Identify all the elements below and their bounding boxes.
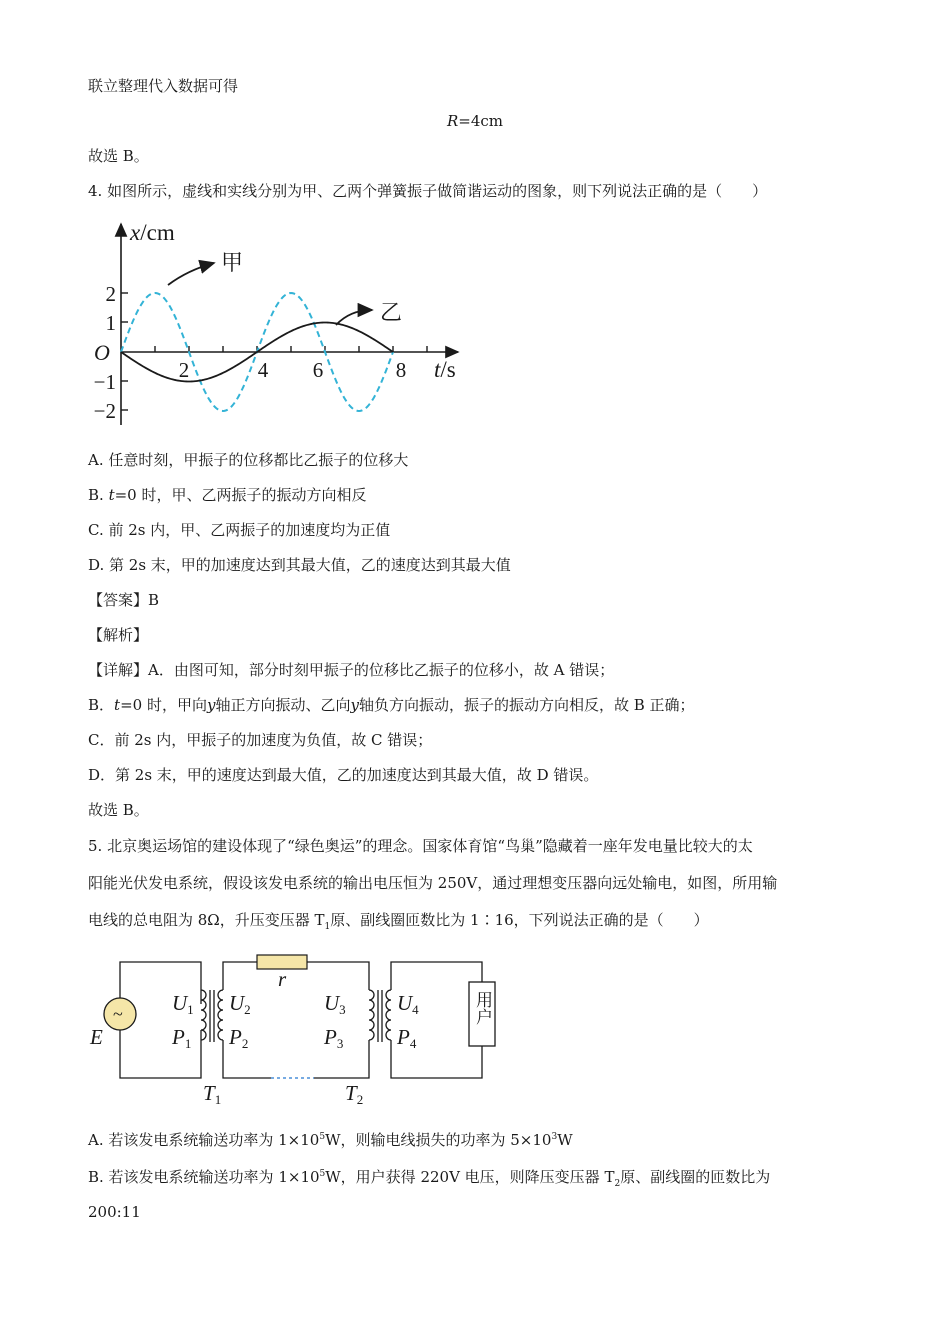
t1-secondary-coil: [218, 990, 223, 1040]
circuit-diagram: [86, 946, 496, 1108]
detail-b-part2: 轴正方向振动、乙向: [215, 696, 351, 714]
u3-sub: 3: [339, 1002, 346, 1017]
q5-b-pre: B. 若该发电系统输送功率为 1×10: [88, 1168, 320, 1186]
label-r: r: [278, 967, 287, 991]
arrow-yi: [336, 310, 372, 325]
x-axis-label: [434, 357, 456, 382]
x-tick-label-6: 6: [312, 358, 324, 382]
t2-primary-coil: [369, 990, 374, 1040]
p4-sub: 4: [409, 1036, 417, 1051]
formula-var: R: [446, 112, 459, 130]
u4-var: U: [397, 991, 413, 1015]
u3-var: U: [324, 991, 340, 1015]
y-tick-label-m1: −1: [93, 370, 116, 394]
q5-stem-line1: 5. 北京奥运场馆的建设体现了“绿色奥运”的理念。国家体育馆“鸟巢”隐藏着一座年发电量比较大的太: [88, 837, 753, 855]
u4-sub: 4: [412, 1002, 419, 1017]
label-t2: [345, 1081, 363, 1107]
formula-r: [0, 111, 950, 131]
choose-b-1: 故选 B。: [88, 147, 149, 165]
x-tick-label-4: 4: [257, 358, 269, 382]
detail-b-var-y2: y: [350, 696, 359, 714]
label-jia: 甲: [221, 251, 244, 276]
source-symbol: ~: [113, 1004, 123, 1024]
label-u1: [172, 991, 194, 1017]
q4-option-b: [88, 485, 366, 505]
p3-var: P: [324, 1025, 337, 1049]
answer-tag: 【答案】: [88, 591, 149, 609]
intro-text: 联立整理代入数据可得: [88, 77, 239, 95]
label-p2: [228, 1025, 248, 1051]
q5-a-exp1: 5: [319, 1132, 326, 1142]
x-tick-label-8: 8: [395, 358, 407, 382]
q5-stem3-sub: 1: [324, 922, 331, 932]
u1-var: U: [172, 991, 188, 1015]
q5-b-exp: 5: [319, 1169, 326, 1179]
detail-b-part3: 轴负方向振动，振子的振动方向相反，故 B 正确；: [358, 696, 695, 714]
q5-option-b-cont: 200:11: [88, 1203, 141, 1221]
u2-sub: 2: [244, 1002, 251, 1017]
detail-a: [88, 660, 614, 680]
detail-b-prefix: B．: [88, 696, 115, 714]
detail-b: [88, 695, 695, 715]
detail-tag: 【详解】: [88, 661, 149, 679]
choose-b-2: 故选 B。: [88, 801, 149, 819]
label-p4: [396, 1025, 417, 1051]
t2-secondary-coil: [386, 990, 391, 1040]
label-p3: [323, 1025, 343, 1051]
q4-option-d: D. 第 2s 末，甲的加速度达到其最大值，乙的速度达到其最大值: [88, 556, 511, 574]
answer-line: [88, 590, 159, 610]
q5-a-post: W: [557, 1131, 573, 1149]
q4-option-c: C. 前 2s 内，甲、乙两振子的加速度均为正值: [88, 521, 391, 539]
x-tick-label-2: 2: [178, 358, 190, 382]
q5-option-a: [88, 1127, 573, 1150]
y-tick-label-m2: −2: [93, 399, 116, 423]
q5-stem3-post: 原、副线圈匝数比为 1∶16，下列说法正确的是（ ）: [330, 911, 709, 929]
p2-sub: 2: [241, 1036, 249, 1051]
q5-option-b: [88, 1164, 770, 1194]
arrow-jia: [168, 263, 214, 285]
label-u4: [397, 991, 419, 1017]
u1-sub: 1: [187, 1002, 194, 1017]
detail-b-var-t: t: [114, 696, 121, 714]
label-p1: [171, 1025, 191, 1051]
q4-option-b-var: t: [108, 486, 115, 504]
origin-label: O: [94, 340, 110, 365]
shm-graph: [88, 210, 478, 438]
p1-sub: 1: [184, 1036, 192, 1051]
p1-var: P: [172, 1025, 185, 1049]
q5-a-mid: W，则输电线损失的功率为 5×10: [325, 1131, 552, 1149]
q5-stem-line2: 阳能光伏发电系统，假设该发电系统的输出电压恒为 250V，通过理想变压器向远处输电，如图，所用输: [88, 874, 778, 892]
detail-a-text: A．由图可知，部分时刻甲振子的位移比乙振子的位移小，故 A 错误；: [148, 661, 615, 679]
p3-sub: 3: [336, 1036, 344, 1051]
q5-b-mid: W，用户获得 220V 电压，则降压变压器 T: [325, 1168, 615, 1186]
detail-c: C．前 2s 内，甲振子的加速度为负值，故 C 错误；: [88, 731, 433, 749]
label-u3: [324, 991, 346, 1017]
answer-value: B: [148, 591, 160, 609]
p4-var: P: [397, 1025, 410, 1049]
label-u2: [229, 991, 251, 1017]
q4-option-b-prefix: B.: [88, 486, 109, 504]
q5-a-exp2: 3: [551, 1132, 558, 1142]
y-tick-label-2: 2: [105, 282, 116, 306]
t1-primary-coil: [201, 990, 206, 1040]
q5-b-sub: 2: [614, 1179, 621, 1189]
t1-var: T: [203, 1081, 215, 1105]
label-t1: [203, 1081, 221, 1107]
p2-var: P: [229, 1025, 242, 1049]
y-tick-label-1: 1: [105, 311, 116, 335]
analysis-tag: 【解析】: [88, 626, 149, 644]
detail-d: D．第 2s 末，甲的速度达到最大值，乙的加速度达到其最大值，故 D 错误。: [88, 766, 599, 784]
detail-b-part1: =0 时，甲向: [120, 696, 207, 714]
t1-sub: 1: [214, 1092, 222, 1107]
t2-var: T: [345, 1081, 357, 1105]
formula-value: =4cm: [458, 112, 504, 130]
x-axis-var: t: [434, 357, 441, 382]
q5-stem-line3: [88, 910, 709, 937]
q4-stem: 4. 如图所示，虚线和实线分别为甲、乙两个弹簧振子做简谐运动的图象，则下列说法正确的是（ ）: [88, 182, 768, 200]
u2-var: U: [229, 991, 245, 1015]
transmission-top-right: [307, 962, 369, 990]
t2-sub: 2: [356, 1092, 364, 1107]
label-e: E: [90, 1025, 103, 1049]
q5-b-post: 原、副线圈的匝数比为: [620, 1168, 771, 1186]
label-yi: 乙: [380, 301, 403, 326]
transmission-top-left: [223, 962, 257, 990]
y-axis-unit: /cm: [140, 220, 175, 245]
q5-stem3-pre: 电线的总电阻为 8Ω，升压变压器 T: [88, 911, 325, 929]
x-axis-unit: /s: [440, 357, 456, 382]
y-axis-var: x: [130, 220, 141, 245]
q5-a-pre: A. 若该发电系统输送功率为 1×10: [88, 1131, 320, 1149]
y-axis-label: [129, 220, 175, 245]
q4-option-b-text: =0 时，甲、乙两振子的振动方向相反: [114, 486, 367, 504]
detail-b-var-y1: y: [206, 696, 216, 714]
user-label: 用户: [472, 991, 492, 1025]
q4-option-a: A. 任意时刻，甲振子的位移都比乙振子的位移大: [88, 451, 409, 469]
